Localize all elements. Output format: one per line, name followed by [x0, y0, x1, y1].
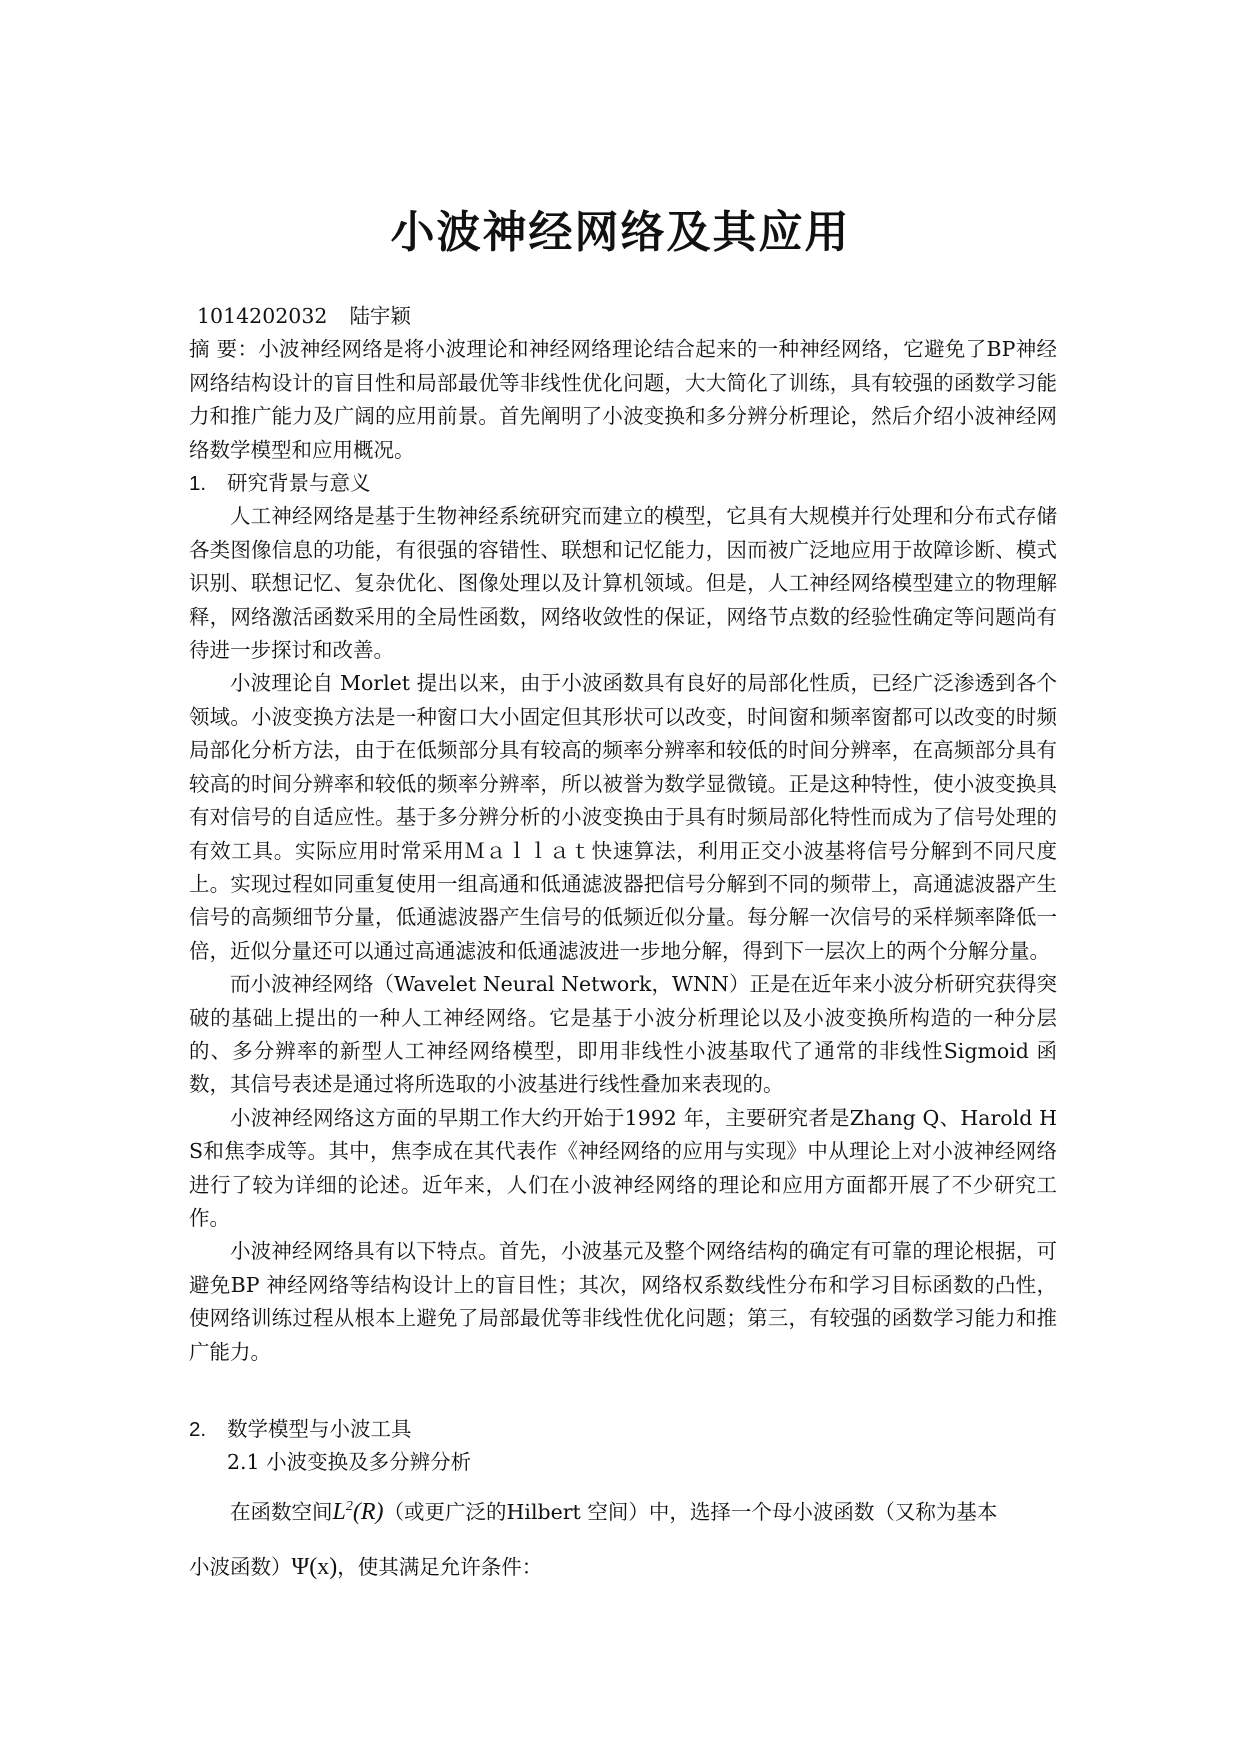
section-1-paragraph-5: 小波神经网络具有以下特点。首先，小波基元及整个网络结构的确定有可靠的理论根据，可避免BP 神经网络等结构设计上的盲目性；其次，网络权系数线性分布和学习目标函数的凸性，使网络训练过程从根本上避免了局部最优等非线性优化问题；第三，有较强的函数学习能力和推广能力。 — [189, 1239, 1057, 1364]
formula-intro-line-1 — [189, 1490, 1057, 1529]
math-l2-space — [333, 1499, 384, 1525]
math-l2-argument: (R) — [352, 1498, 384, 1525]
section-1-paragraph-4: 小波神经网络这方面的早期工作大约开始于1992 年，主要研究者是Zhang Q、Harold H S和焦李成等。其中，焦李成在其代表作《神经网络的应用与实现》中从理论上对小波神经网络进行了较为详细的论述。近年来，人们在小波神经网络的理论和应用方面都开展了不少研究工作。 — [189, 1105, 1057, 1230]
student-id: 1014202032 — [197, 304, 328, 328]
section-2-title: 数学模型与小波工具 — [227, 1417, 412, 1441]
section-1-number: 1. — [189, 472, 207, 496]
math-l2-superscript: 2 — [345, 1498, 353, 1514]
section-2-heading — [189, 1413, 1057, 1446]
math-psi-x: Ψ(x) — [291, 1554, 338, 1581]
abstract-paragraph: 摘 要：小波神经网络是将小波理论和神经网络理论结合起来的一种神经网络，它避免了BP神经网络结构设计的盲目性和局部最优等非线性优化问题，大大简化了训练，具有较强的函数学习能力和推广能力及广阔的应用前景。首先阐明了小波变换和多分辨分析理论，然后介绍小波神经网络数学模型和应用概况。 — [189, 337, 1057, 462]
section-2-number: 2. — [189, 1418, 207, 1441]
formula-line-1-text-before: 在函数空间 — [230, 1499, 333, 1524]
formula-line-2-text-before: 小波函数） — [189, 1555, 292, 1580]
section-1-heading — [189, 467, 1057, 500]
author-line — [189, 300, 1057, 333]
math-l2-base: L — [332, 1498, 346, 1525]
section-1-title: 研究背景与意义 — [227, 471, 371, 496]
formula-line-2-text-after: ，使其满足允许条件： — [337, 1555, 543, 1580]
section-1-paragraph-2: 小波理论自 Morlet 提出以来，由于小波函数具有良好的局部化性质，已经广泛渗透到各个领域。小波变换方法是一种窗口大小固定但其形状可以改变，时间窗和频率窗都可以改变的时频局部化分析方法，由于在低频部分具有较高的频率分辨率和较低的时间分辨率，在高频部分具有较高的时间分辨率和较低的频率分辨率，所以被誉为数学显微镜。正是这种特性，使小波变换具有对信号的自适应性。基于多分辨分析的小波变换由于具有时频局部化特性而成为了信号处理的有效工具。实际应用时常采用Ｍａｌｌａｔ快速算法，利用正交小波基将信号分解到不同尺度上。实现过程如同重复使用一组高通和低通滤波器把信号分解到不同的频带上，高通滤波器产生信号的高频细节分量，低通滤波器产生信号的低频近似分量。每分解一次信号的采样频率降低一倍，近似分量还可以通过高通滤波和低通滤波进一步地分解，得到下一层次上的两个分解分量。 — [189, 671, 1057, 963]
document-body — [189, 300, 1057, 1585]
formula-intro-line-2 — [189, 1551, 1057, 1584]
formula-line-1-text-after: （或更广泛的Hilbert 空间）中，选择一个母小波函数（又称为基本 — [383, 1499, 998, 1524]
section-1-paragraph-3: 而小波神经网络（Wavelet Neural Network，WNN）正是在近年来小波分析研究获得突破的基础上提出的一种人工神经网络。它是基于小波分析理论以及小波变换所构造的一种分层的、多分辨率的新型人工神经网络模型，即用非线性小波基取代了通常的非线性Sigmoid 函数，其信号表述是通过将所选取的小波基进行线性叠加来表现的。 — [189, 972, 1057, 1097]
author-name: 陆宇颖 — [349, 304, 411, 328]
section-1-paragraph-1: 人工神经网络是基于生物神经系统研究而建立的模型，它具有大规模并行处理和分布式存储各类图像信息的功能，有很强的容错性、联想和记忆能力，因而被广泛地应用于故障诊断、模式识别、联想记忆、复杂优化、图像处理以及计算机领域。但是，人工神经网络模型建立的物理解释，网络激活函数采用的全局性函数，网络收敛性的保证，网络节点数的经验性确定等问题尚有待进一步探讨和改善。 — [189, 504, 1057, 663]
document-title: 小波神经网络及其应用 — [390, 207, 851, 258]
subsection-2-1-heading: 2.1 小波变换及多分辨分析 — [227, 1450, 472, 1475]
